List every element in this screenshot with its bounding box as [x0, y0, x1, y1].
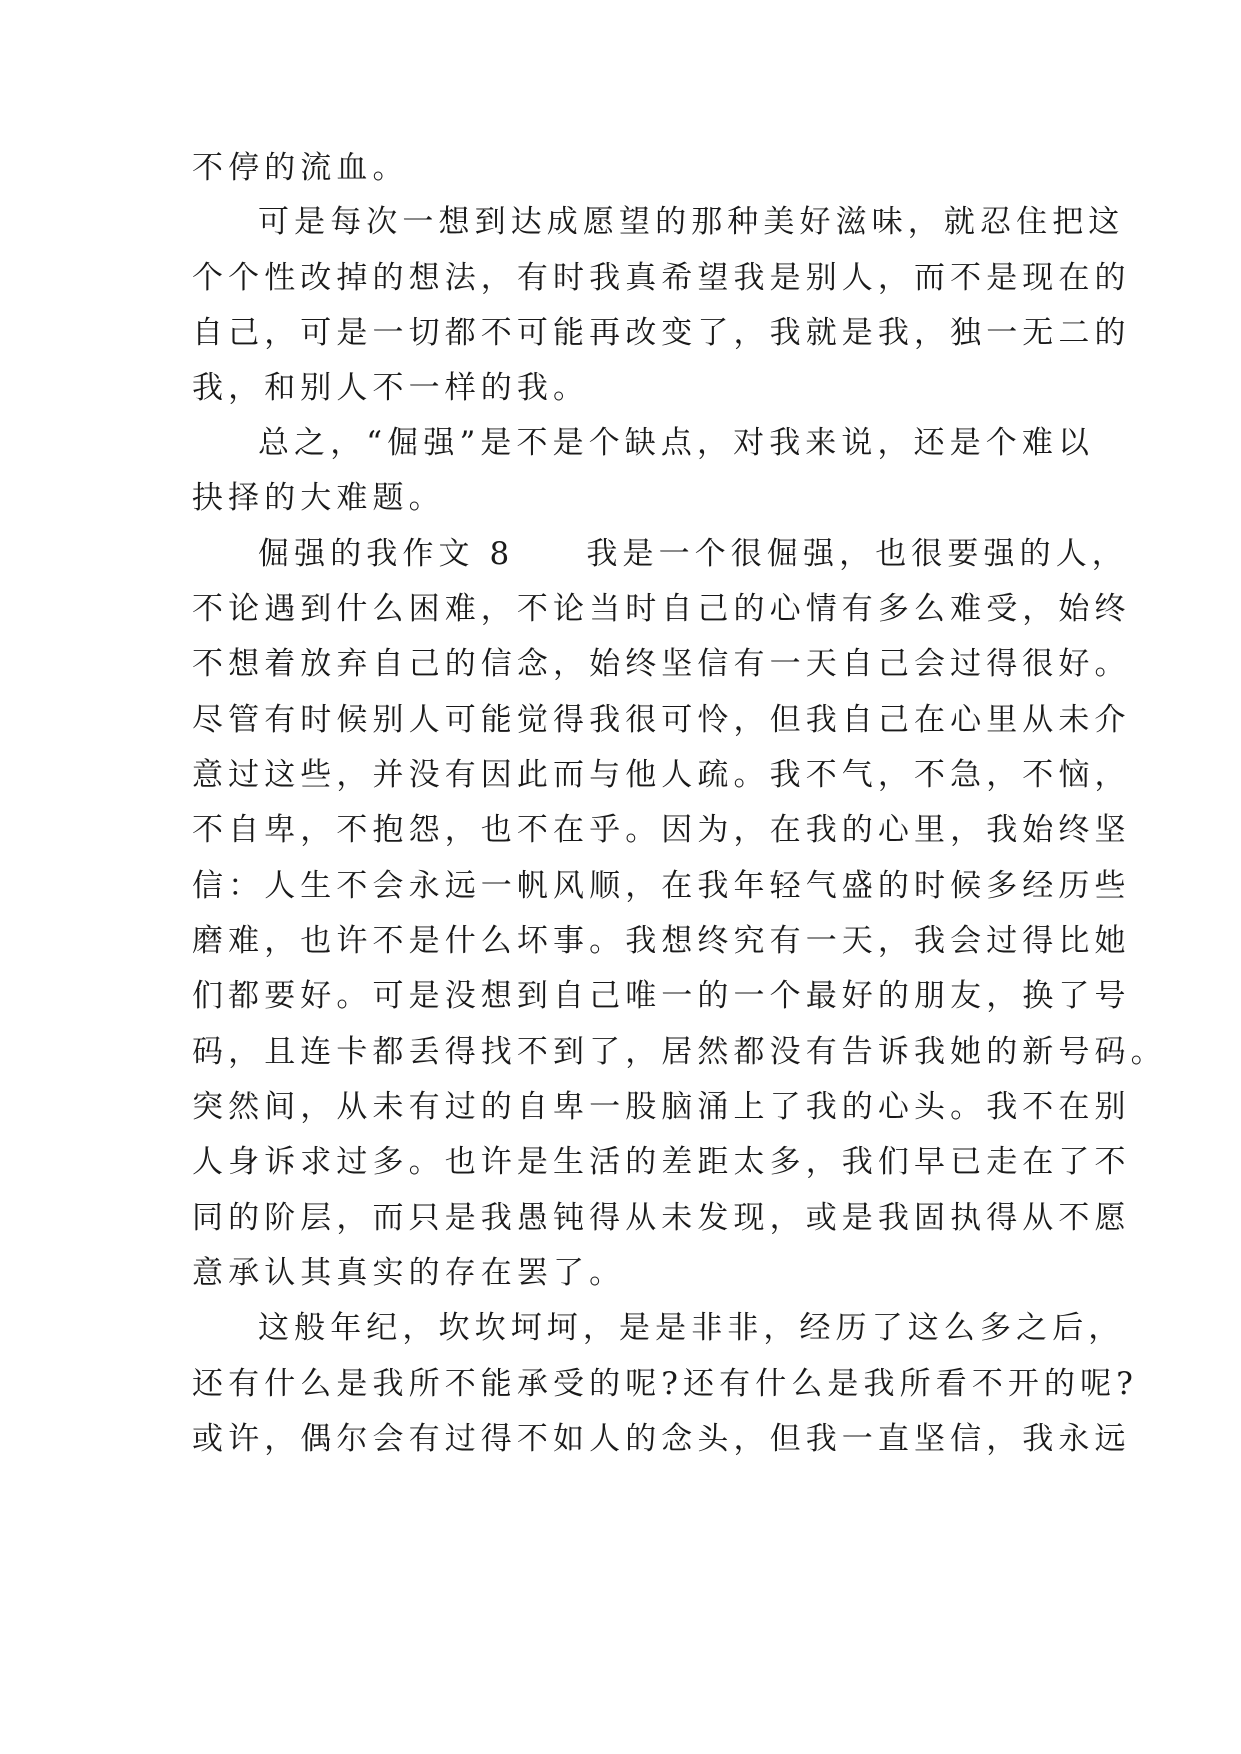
- text-line: 不想着放弃自己的信念，始终坚信有一天自己会过得很好。: [192, 646, 1131, 682]
- text-line: 人身诉求过多。也许是生活的差距太多，我们早已走在了不: [192, 1144, 1131, 1180]
- text-line: 磨难，也许不是什么坏事。我想终究有一天，我会过得比她: [192, 923, 1131, 959]
- text-line: 突然间，从未有过的自卑一股脑涌上了我的心头。我不在别: [192, 1089, 1131, 1125]
- text-line: 意过这些，并没有因此而与他人疏。我不气，不急，不恼，: [192, 757, 1131, 793]
- text-line: 总之，“倔强”是不是个缺点，对我来说，还是个难以: [258, 425, 1095, 461]
- text-line: 码，且连卡都丢得找不到了，居然都没有告诉我她的新号码。: [192, 1034, 1167, 1070]
- text-line: 不论遇到什么困难，不论当时自己的心情有多么难受，始终: [192, 591, 1131, 627]
- text-line: 个个性改掉的想法，有时我真希望我是别人，而不是现在的: [192, 260, 1131, 296]
- text-line: 还有什么是我所不能承受的呢?还有什么是我所看不开的呢?: [192, 1366, 1138, 1402]
- text-line: 可是每次一想到达成愿望的那种美好滋味，就忍住把这: [258, 204, 1125, 240]
- text-line: 我是一个很倔强，也很要强的人，: [586, 536, 1128, 572]
- section-heading-line: [258, 534, 1128, 574]
- text-line: 自己，可是一切都不可能再改变了，我就是我，独一无二的: [192, 315, 1131, 351]
- text-line: 尽管有时候别人可能觉得我很可怜，但我自己在心里从未介: [192, 702, 1131, 738]
- text-line: 意承认其真实的存在罢了。: [192, 1255, 626, 1291]
- text-line: 我，和别人不一样的我。: [192, 370, 590, 406]
- text-line: 们都要好。可是没想到自己唯一的一个最好的朋友，换了号: [192, 978, 1131, 1014]
- text-line: 抉择的大难题。: [192, 480, 445, 516]
- text-line: 同的阶层，而只是我愚钝得从未发现，或是我固执得从不愿: [192, 1200, 1131, 1236]
- text-line: 这般年纪，坎坎坷坷，是是非非，经历了这么多之后，: [258, 1310, 1125, 1346]
- text-line: 信：人生不会永远一帆风顺，在我年轻气盛的时候多经历些: [192, 868, 1131, 904]
- section-heading: 倔强的我作文 8: [258, 536, 515, 572]
- text-line: 或许，偶尔会有过得不如人的念头，但我一直坚信，我永远: [192, 1421, 1131, 1457]
- text-line: 不自卑，不抱怨，也不在乎。因为，在我的心里，我始终坚: [192, 812, 1131, 848]
- text-line: 不停的流血。: [192, 150, 409, 186]
